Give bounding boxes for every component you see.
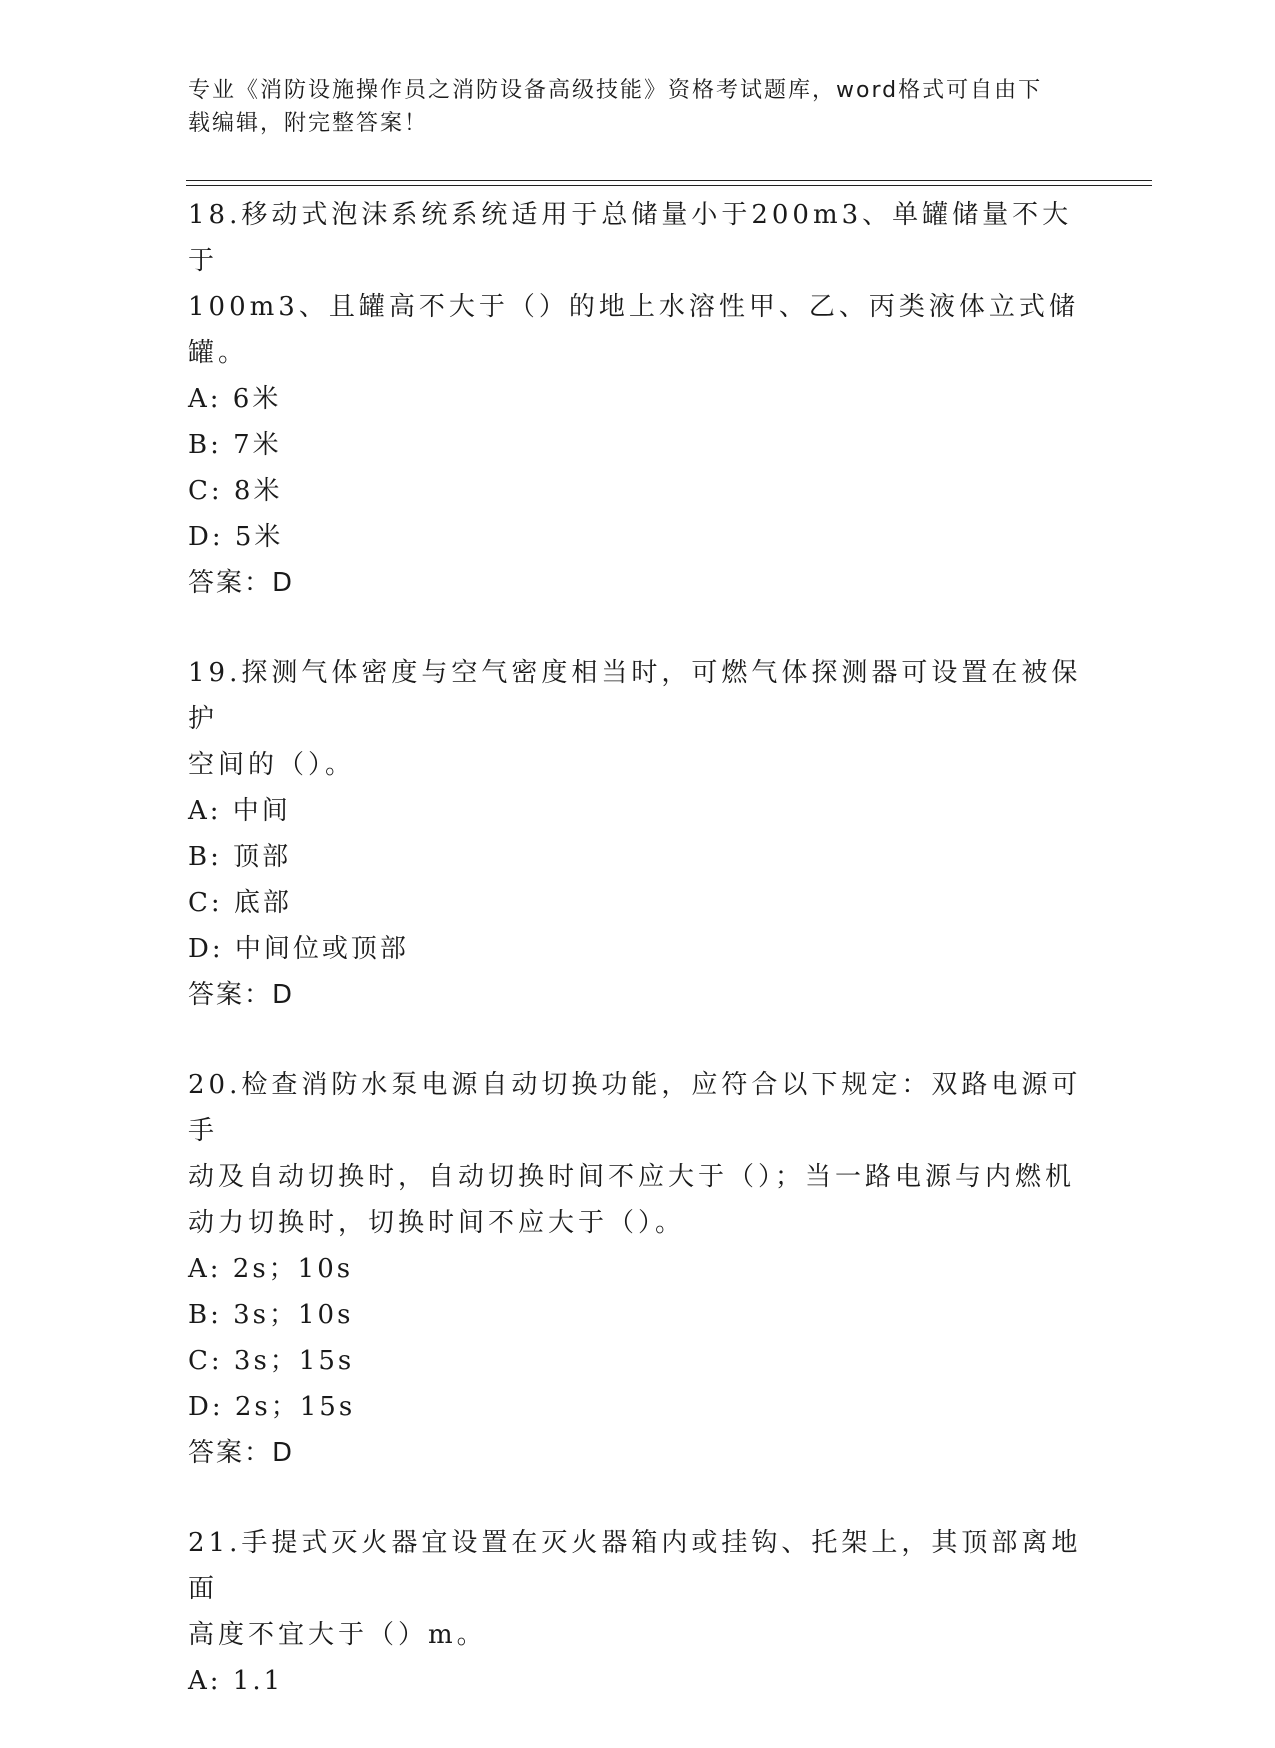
question-stem-line: 动力切换时，切换时间不应大于（）。: [188, 1208, 686, 1238]
question-18: [188, 192, 1088, 606]
question-stem-line: 100m3、且罐高不大于（）的地上水溶性甲、乙、丙类液体立式储罐。: [188, 292, 1079, 368]
header-divider-bottom: [186, 185, 1152, 186]
question-stem-line: 21.手提式灭火器宜设置在灭火器箱内或挂钩、托架上，其顶部离地面: [188, 1528, 1082, 1604]
answer-line: 答案：D: [188, 1438, 295, 1468]
option-a: A: 1.1: [188, 1666, 284, 1696]
question-stem: [188, 1062, 1088, 1246]
document-header: [188, 74, 1068, 140]
option-c: C: 3s；15s: [188, 1346, 355, 1376]
option-b: B: 3s；10s: [188, 1300, 354, 1330]
option-b: B: 7米: [188, 430, 282, 460]
option-c: C: 底部: [188, 888, 292, 918]
question-stem-line: 高度不宜大于（）m。: [188, 1620, 487, 1650]
option-c: C: 8米: [188, 476, 283, 506]
option-d: D: 5米: [188, 522, 284, 552]
question-19: [188, 650, 1088, 1018]
question-stem-line: 空间的（）。: [188, 750, 356, 780]
header-intro-line-1: 专业《消防设施操作员之消防设备高级技能》资格考试题库，word格式可自由下: [188, 78, 1043, 103]
answer-line: 答案：D: [188, 568, 295, 598]
question-stem: [188, 1520, 1088, 1658]
option-a: A: 中间: [188, 796, 291, 826]
question-stem: [188, 650, 1088, 788]
header-divider-top: [186, 180, 1152, 181]
header-intro-line-2: 载编辑，附完整答案！: [188, 111, 429, 136]
question-21: [188, 1520, 1088, 1704]
option-d: D: 中间位或顶部: [188, 934, 409, 964]
question-20: [188, 1062, 1088, 1476]
question-stem: [188, 192, 1088, 376]
option-d: D: 2s；15s: [188, 1392, 356, 1422]
question-stem-line: 19.探测气体密度与空气密度相当时，可燃气体探测器可设置在被保护: [188, 658, 1082, 734]
question-stem-line: 20.检查消防水泵电源自动切换功能，应符合以下规定：双路电源可手: [188, 1070, 1082, 1146]
question-list: [188, 192, 1088, 1748]
option-a: A: 2s；10s: [188, 1254, 354, 1284]
answer-line: 答案：D: [188, 980, 295, 1010]
question-stem-line: 动及自动切换时，自动切换时间不应大于（）；当一路电源与内燃机: [188, 1162, 1076, 1192]
question-stem-line: 18.移动式泡沫系统系统适用于总储量小于200m3、单罐储量不大于: [188, 200, 1073, 276]
option-a: A: 6米: [188, 384, 282, 414]
option-b: B: 顶部: [188, 842, 292, 872]
